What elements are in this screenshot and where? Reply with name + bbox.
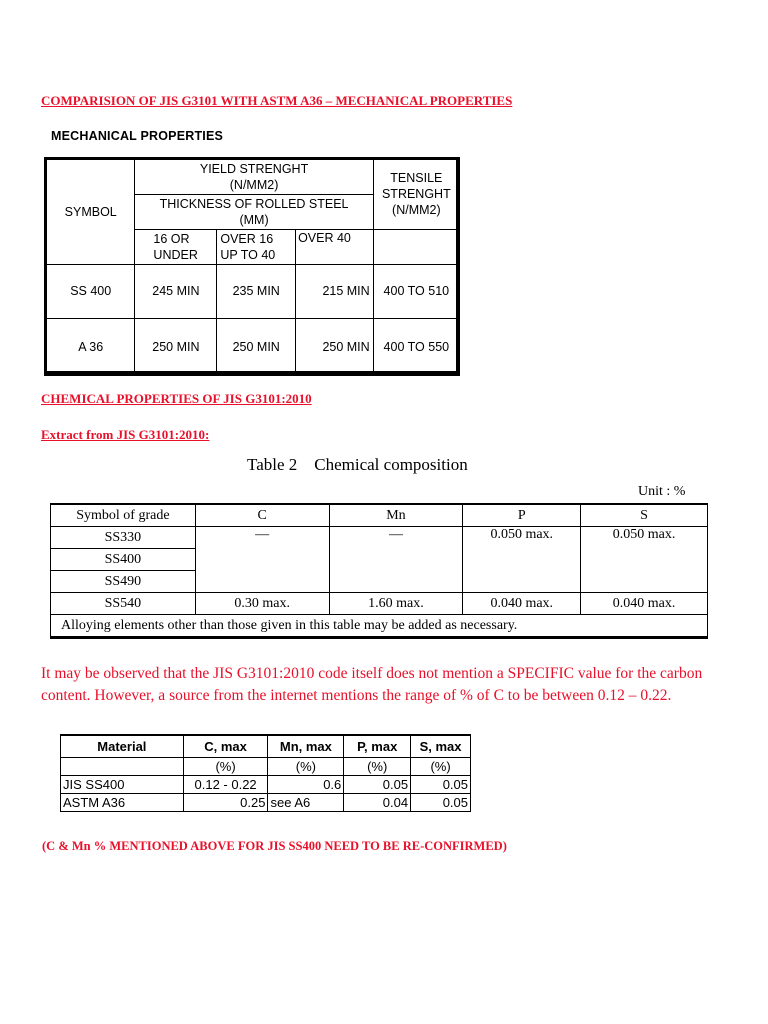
cmp-mn: see A6	[268, 794, 344, 812]
cmp-s: 0.05	[411, 794, 471, 812]
chemical-properties-heading: CHEMICAL PROPERTIES OF JIS G3101:2010	[41, 391, 312, 406]
cmp-unit-c: (%)	[183, 758, 268, 776]
sub-header-over-16: OVER 16 UP TO 40	[217, 229, 296, 264]
table-row	[61, 776, 471, 794]
row-yield-40: 215 MIN	[296, 264, 374, 318]
main-heading: COMPARISION OF JIS G3101 WITH ASTM A36 – MECHANICAL PROPERTIES	[41, 93, 513, 108]
cmp-header-c: C, max	[183, 735, 268, 758]
cmp-unit-material	[61, 758, 184, 776]
cmp-p: 0.05	[344, 776, 411, 794]
sub-header-over-40: OVER 40	[296, 229, 374, 264]
group2-p: 0.040 max.	[463, 593, 581, 615]
cmp-c: 0.25	[183, 794, 268, 812]
cmp-header-material: Material	[61, 735, 184, 758]
mechanical-properties-subtitle: MECHANICAL PROPERTIES	[51, 129, 224, 143]
cmp-header-mn: Mn, max	[268, 735, 344, 758]
sub-header-16-or-under: 16 OR UNDER	[135, 229, 217, 264]
row-yield-16: 250 MIN	[135, 318, 217, 375]
tensile-strength-header: TENSILE STRENGHT (N/MM2)	[373, 160, 459, 230]
group1-p: 0.050 max.	[463, 527, 581, 593]
cmp-p: 0.04	[344, 794, 411, 812]
row-yield-16: 245 MIN	[135, 264, 217, 318]
row-yield-40: 250 MIN	[296, 318, 374, 375]
symbol-header: SYMBOL	[47, 160, 135, 265]
cmp-unit-mn: (%)	[268, 758, 344, 776]
reconfirm-note: (C & Mn % MENTIONED ABOVE FOR JIS SS400 NEED TO BE RE-CONFIRMED)	[42, 839, 507, 853]
row-symbol: A 36	[47, 318, 135, 375]
thickness-header: THICKNESS OF ROLLED STEEL (MM)	[135, 195, 373, 229]
grade-ss330: SS330	[51, 527, 196, 549]
group1-c: —	[195, 527, 329, 593]
chem-table-note: Alloying elements other than those given in this table may be added as necessary.	[51, 615, 708, 638]
grade-ss540: SS540	[51, 593, 196, 615]
cmp-s: 0.05	[411, 776, 471, 794]
observation-paragraph: It may be observed that the JIS G3101:2010 code itself does not mention a SPECIFIC value for the carbon content. However, a source from the internet mentions the range of % of C to be between 0.12 – 0.22.	[41, 665, 703, 704]
group2-c: 0.30 max.	[195, 593, 329, 615]
chemical-table-title: Table 2 Chemical composition	[247, 455, 468, 474]
cmp-material: JIS SS400	[61, 776, 184, 794]
cmp-material: ASTM A36	[61, 794, 184, 812]
grade-ss490: SS490	[51, 571, 196, 593]
group1-mn: —	[329, 527, 463, 593]
group2-mn: 1.60 max.	[329, 593, 463, 615]
yield-strength-header: YIELD STRENGHT (N/MM2)	[135, 160, 373, 195]
comparison-table	[60, 734, 471, 812]
cmp-mn: 0.6	[268, 776, 344, 794]
cmp-unit-p: (%)	[344, 758, 411, 776]
table-row	[47, 318, 460, 375]
row-tensile: 400 TO 550	[373, 318, 459, 375]
row-tensile: 400 TO 510	[373, 264, 459, 318]
chemical-composition-table	[50, 503, 708, 639]
chem-header-c: C	[195, 504, 329, 527]
group2-s: 0.040 max.	[581, 593, 708, 615]
extract-heading: Extract from JIS G3101:2010:	[41, 427, 210, 442]
group1-s: 0.050 max.	[581, 527, 708, 593]
cmp-c: 0.12 - 0.22	[183, 776, 268, 794]
mechanical-properties-table	[46, 159, 460, 376]
chem-header-p: P	[463, 504, 581, 527]
chem-header-mn: Mn	[329, 504, 463, 527]
cmp-header-p: P, max	[344, 735, 411, 758]
chem-header-grade: Symbol of grade	[51, 504, 196, 527]
grade-ss400: SS400	[51, 549, 196, 571]
cmp-header-s: S, max	[411, 735, 471, 758]
table-row	[61, 794, 471, 812]
cmp-unit-s: (%)	[411, 758, 471, 776]
table-row	[47, 264, 460, 318]
tensile-sub-blank	[373, 229, 459, 264]
row-symbol: SS 400	[47, 264, 135, 318]
row-yield-16-40: 250 MIN	[217, 318, 296, 375]
chemical-table-unit: Unit : %	[638, 484, 686, 499]
row-yield-16-40: 235 MIN	[217, 264, 296, 318]
chem-header-s: S	[581, 504, 708, 527]
